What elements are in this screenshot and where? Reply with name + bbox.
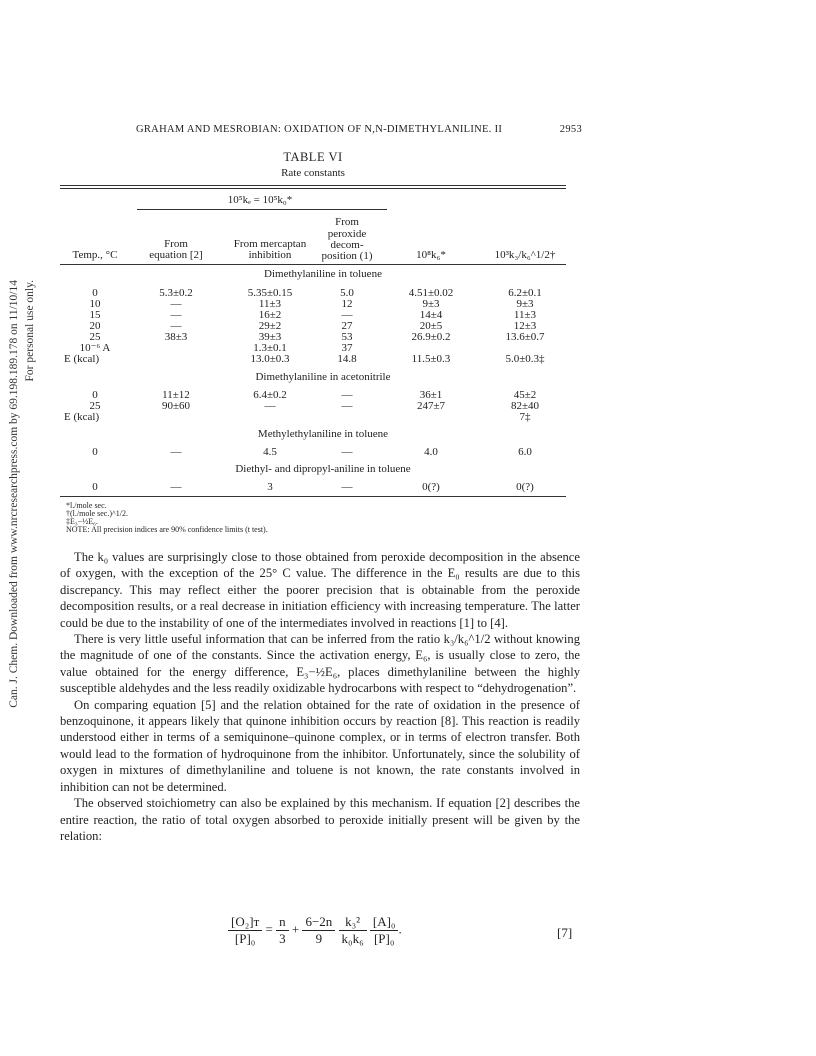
table-title: TABLE VI [283,150,343,164]
spanner-heading: 10⁵kₑ = 10⁵k₀* [227,194,293,206]
group-label: Diethyl- and dipropyl-aniline in toluene [235,463,411,475]
col-temp: Temp., °C [72,249,118,261]
header-rule [60,264,566,265]
group-label: Dimethylaniline in toluene [264,268,382,280]
equation-number: [7] [557,925,573,940]
col-from-eq-line1: From [164,238,188,250]
col-from-eq-line2: equation [2] [149,249,203,261]
table-subtitle: Rate constants [281,167,345,179]
body-text [60,549,580,844]
watermark-line-1: Can. J. Chem. Downloaded from www.nrcresearchpress.com by 69.198.189.178 on 11/10/14 [8,280,20,708]
col-peroxide-line1: From [335,216,359,228]
paragraph: On comparing equation [5] and the relation obtained for the rate of oxidation in the presence of benzoquinone, it appears likely that quinone inhibition occurs by reaction [8]. This reaction is readily understood either in terms of a semiquinone–quinone complex, or in terms of electron transfer. Both would lead to the formation of hydroquinone from the inhibitor. Unfortunately, since the solubility of oxygen in mixtures of dimethylaniline and toluene is not known, the rate constants involved in inhibition can not be determined. [60,697,580,794]
group-label: Dimethylaniline in acetonitrile [255,371,391,383]
footnote: ‡E₃−½E₆. [66,517,98,526]
paragraph: There is very little useful information that can be inferred from the ratio k₃/k₆^1/2 without knowing the magnitude of one of the constants. Since the activation energy, E₆, is usually close to zero, the value obtained for the energy difference, E₃−½E₆, places dimethylaniline between the highly susceptible aldehydes and the less readily oxidizable hydrocarbons with respect to “dehydrogenation”. [60,632,580,696]
equation-7: $\frac{\text{[O₂]ᴛ}}{\text{[P]₀}}$ = $\frac{n}{3}$ + $\frac{6-2n}{9}$ $\frac{\text{k₃²}}{\text{k₀k₆}}$ $\frac{\text{[A]₀}}{\text{[P]₀}}$ . [228,914,402,947]
table-top-rule [60,185,566,186]
col-ratio: 10³k₃/k₆^1/2† [494,249,556,261]
col-mercaptan-line1: From mercaptan [233,238,307,250]
download-watermark [4,280,44,708]
spanner-rule [137,209,387,210]
group-label: Methylethylaniline in toluene [257,428,389,440]
footnote: †(l./mole sec.)^1/2. [66,509,128,518]
table-bottom-rule [60,496,566,497]
footnote-note: NOTE: All precision indices are 90% confidence limits (t test). [66,525,268,534]
paragraph: The observed stoichiometry can also be explained by this mechanism. If equation [2] describes the entire reaction, the ratio of total oxygen absorbed to peroxide initially present will be given by the relation: [60,796,580,843]
running-title: GRAHAM AND MESROBIAN: OXIDATION OF N,N-DIMETHYLANILINE. II [136,124,503,135]
col-mercaptan-line2: inhibition [248,249,292,261]
running-header [136,124,582,135]
page-number: 2953 [559,124,582,135]
col-peroxide-line2: peroxide [327,228,367,240]
watermark-line-2: For personal use only. [24,280,36,382]
footnote: *l./mole sec. [66,501,107,510]
col-peroxide-line3: decom- [330,239,364,251]
col-k6: 10⁸k₆* [416,249,446,261]
table-top-rule-2 [60,188,566,189]
col-peroxide-line4: position (1) [321,250,373,262]
paragraph: The k₀ values are surprisingly close to those obtained from peroxide decomposition in the absence of oxygen, with the exception of the 25° C value. The difference in the E₀ results are due to this discrepancy. This may reflect either the poorer precision that is obtainable from the peroxide decomposition results, or a real decrease in initiation efficiency with increasing temperature. The latter could be due to the instability of one of the intermediates involved in reactions [1] to [4]. [60,550,580,630]
